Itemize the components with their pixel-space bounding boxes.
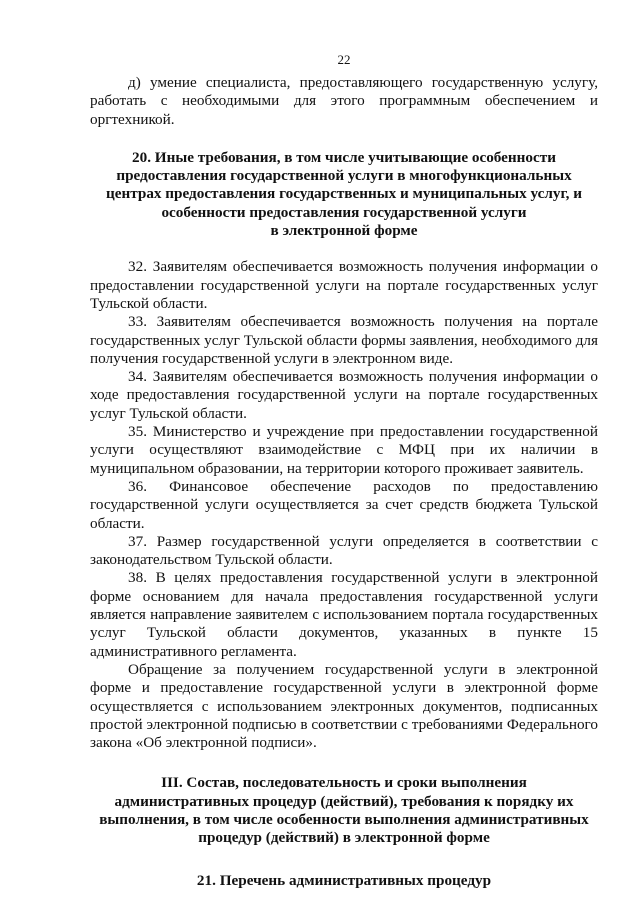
paragraph-38: 38. В целях предоставления государственной услуги в электронной форме основанием для начала предоставления государственной услуги является направление заявителем с использованием портала государственных услуг Тульской области документов, указанных в пункте 15 административного регламента.: [90, 569, 598, 660]
section-21-heading: [98, 872, 590, 890]
section-20-heading: [98, 149, 590, 240]
document-page: [90, 52, 598, 890]
paragraph-36: 36. Финансовое обеспечение расходов по предоставлению государственной услуги осуществляется за счет средств бюджета Тульской области.: [90, 477, 598, 532]
item-d: [90, 74, 598, 129]
heading-line: особенности предоставления государственной услуги: [161, 203, 527, 221]
heading-line: выполнения, в том числе особенности выполнения административных: [99, 810, 589, 828]
heading-line: 20. Иные требования, в том числе учитывающие особенности: [132, 148, 556, 166]
paragraph-32: 32. Заявителям обеспечивается возможность получения информации о предоставлении государственной услуги на портале государственных услуг Тульской области.: [90, 258, 598, 312]
paragraph-appeal: Обращение за получением государственной услуги в электронной форме и предоставление государственной услуги в электронной форме осуществляется с использованием электронных документов, подписанных простой электронной подписью в соответствии с требованиями Федерального закона «Об электронной подписи».: [90, 660, 598, 752]
paragraph-list: [90, 258, 598, 752]
section-3-heading: [98, 774, 590, 847]
item-d-text: д) умение специалиста, предоставляющего государственную услугу, работать с необходимыми для этого программным обеспечением и оргтехникой.: [90, 74, 598, 128]
heading-line: в электронной форме: [270, 222, 418, 240]
heading-line: 21. Перечень административных процедур: [196, 871, 492, 889]
paragraph-34: 34. Заявителям обеспечивается возможность получения информации о ходе предоставления государственной услуги на портале государственных услуг Тульской области.: [90, 368, 598, 422]
heading-line: III. Состав, последовательность и сроки выполнения: [161, 774, 527, 792]
paragraph-37: 37. Размер государственной услуги определяется в соответствии с законодательством Тульской области.: [90, 532, 598, 569]
page-number: 22: [337, 52, 351, 67]
paragraph-35: 35. Министерство и учреждение при предоставлении государственной услуги осуществляют взаимодействие с МФЦ при их наличии в муниципальном образовании, на территории которого проживает заявитель.: [90, 423, 598, 477]
heading-line: административных процедур (действий), требования к порядку их: [114, 792, 574, 810]
heading-line: центрах предоставления государственных и муниципальных услуг, и: [105, 185, 583, 203]
heading-line: процедур (действий) в электронной форме: [198, 829, 490, 847]
heading-line: предоставления государственной услуги в многофункциональных: [116, 167, 572, 185]
paragraph-33: 33. Заявителям обеспечивается возможность получения на портале государственных услуг Тульской области формы заявления, необходимого для получения государственной услуги в электронном виде.: [90, 313, 598, 367]
